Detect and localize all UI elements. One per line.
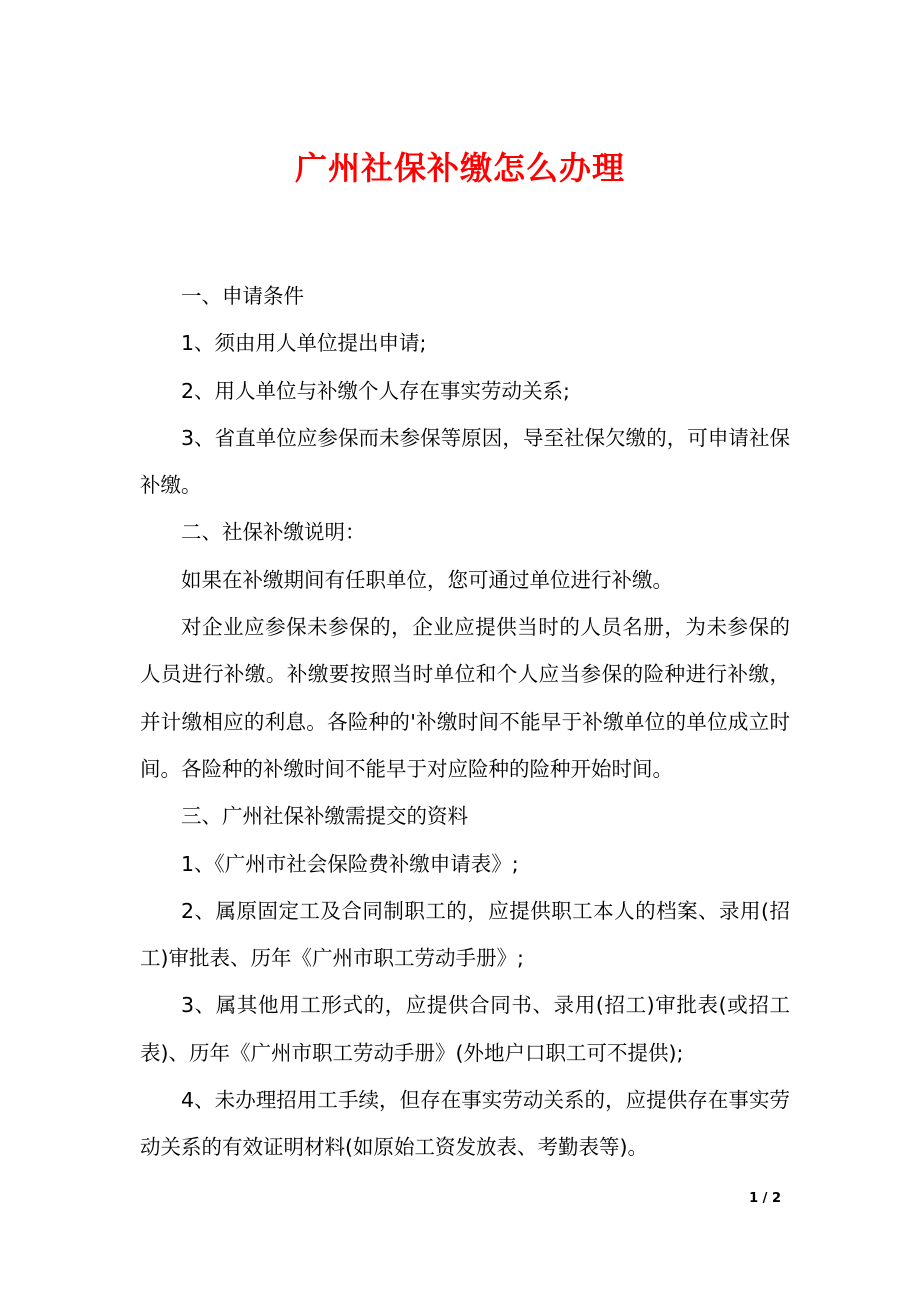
- material-item-3: 3、属其他用工形式的，应提供合同书、录用(招工)审批表(或招工表)、历年《广州市职工劳动手册》(外地户口职工可不提供);: [140, 993, 790, 1065]
- condition-item-1: 1、须由用人单位提出申请;: [181, 331, 427, 356]
- section-heading-materials: 三、广州社保补缴需提交的资料: [181, 804, 468, 829]
- document-title: 广州社保补缴怎么办理: [294, 149, 625, 187]
- material-item-2: 2、属原固定工及合同制职工的，应提供职工本人的档案、录用(招工)审批表、历年《广州市职工劳动手册》;: [140, 898, 790, 971]
- condition-item-2: 2、用人单位与补缴个人存在事实劳动关系;: [181, 378, 570, 403]
- section-heading-conditions: 一、申请条件: [181, 284, 304, 308]
- material-item-4: 4、未办理招用工手续，但存在事实劳动关系的，应提供存在事实劳动关系的有效证明材料(如原始工资发放表、考勤表等)。: [140, 1088, 790, 1160]
- document-body: [140, 273, 790, 1172]
- condition-item-3: 3、省直单位应参保而未参保等原因，导至社保欠缴的，可申请社保补缴。: [140, 425, 790, 498]
- material-item-1: 1、《广州市社会保险费补缴申请表》;: [181, 851, 519, 876]
- page-number: 1 / 2: [749, 1191, 781, 1206]
- explanation-paragraph-1: 如果在补缴期间有任职单位，您可通过单位进行补缴。: [181, 567, 673, 592]
- section-heading-explanation: 二、社保补缴说明：: [181, 520, 366, 545]
- explanation-paragraph-2: 对企业应参保未参保的，企业应提供当时的人员名册，为未参保的人员进行补缴。补缴要按照当时单位和个人应当参保的险种进行补缴，并计缴相应的利息。各险种的'补缴时间不能早于补缴单位的单位成立时间。各险种的补缴时间不能早于对应险种的险种开始时间。: [140, 615, 790, 781]
